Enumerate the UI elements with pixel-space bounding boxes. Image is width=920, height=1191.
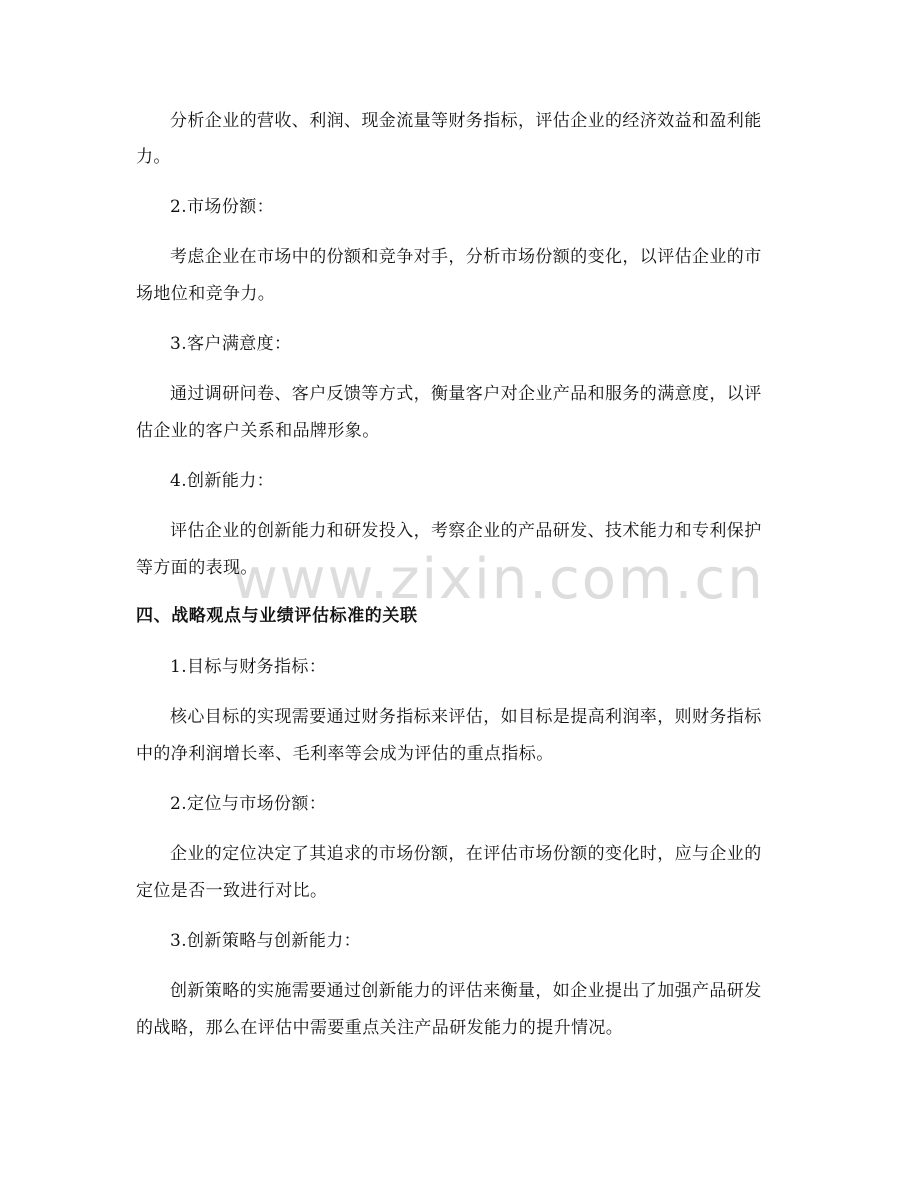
paragraph-line: 企业的定位决定了其追求的市场份额，在评估市场份额的变化时，应与企业的 (170, 844, 762, 864)
subheading: 2.定位与市场份额： (170, 794, 327, 814)
paragraph-line: 估企业的客户关系和品牌形象。 (136, 421, 380, 441)
paragraph-line: 力。 (136, 147, 171, 167)
paragraph-line: 创新策略的实施需要通过创新能力的评估来衡量，如企业提出了加强产品研发 (170, 981, 762, 1001)
paragraph-line: 中的净利润增长率、毛利率等会成为评估的重点指标。 (136, 744, 554, 764)
subheading: 3.客户满意度： (170, 334, 292, 354)
subheading: 2.市场份额： (170, 197, 275, 217)
section-heading: 四、战略观点与业绩评估标准的关联 (136, 606, 418, 626)
subheading: 4.创新能力： (170, 471, 275, 491)
paragraph-line: 等方面的表现。 (136, 558, 258, 578)
paragraph-line: 通过调研问卷、客户反馈等方式，衡量客户对企业产品和服务的满意度，以评 (170, 384, 762, 404)
paragraph-line: 分析企业的营收、利润、现金流量等财务指标，评估企业的经济效益和盈利能 (170, 111, 762, 131)
paragraph-line: 定位是否一致进行对比。 (136, 881, 328, 901)
subheading: 3.创新策略与创新能力： (170, 931, 362, 951)
subheading: 1.目标与财务指标： (170, 657, 327, 677)
paragraph-line: 评估企业的创新能力和研发投入，考察企业的产品研发、技术能力和专利保护 (170, 521, 762, 541)
watermark: www.zixin.com.cn (232, 547, 765, 612)
paragraph-line: 考虑企业在市场中的份额和竞争对手，分析市场份额的变化，以评估企业的市 (170, 247, 762, 267)
paragraph-line: 核心目标的实现需要通过财务指标来评估，如目标是提高利润率，则财务指标 (170, 707, 762, 727)
paragraph-line: 的战略，那么在评估中需要重点关注产品研发能力的提升情况。 (136, 1018, 624, 1038)
paragraph-line: 场地位和竞争力。 (136, 284, 276, 304)
